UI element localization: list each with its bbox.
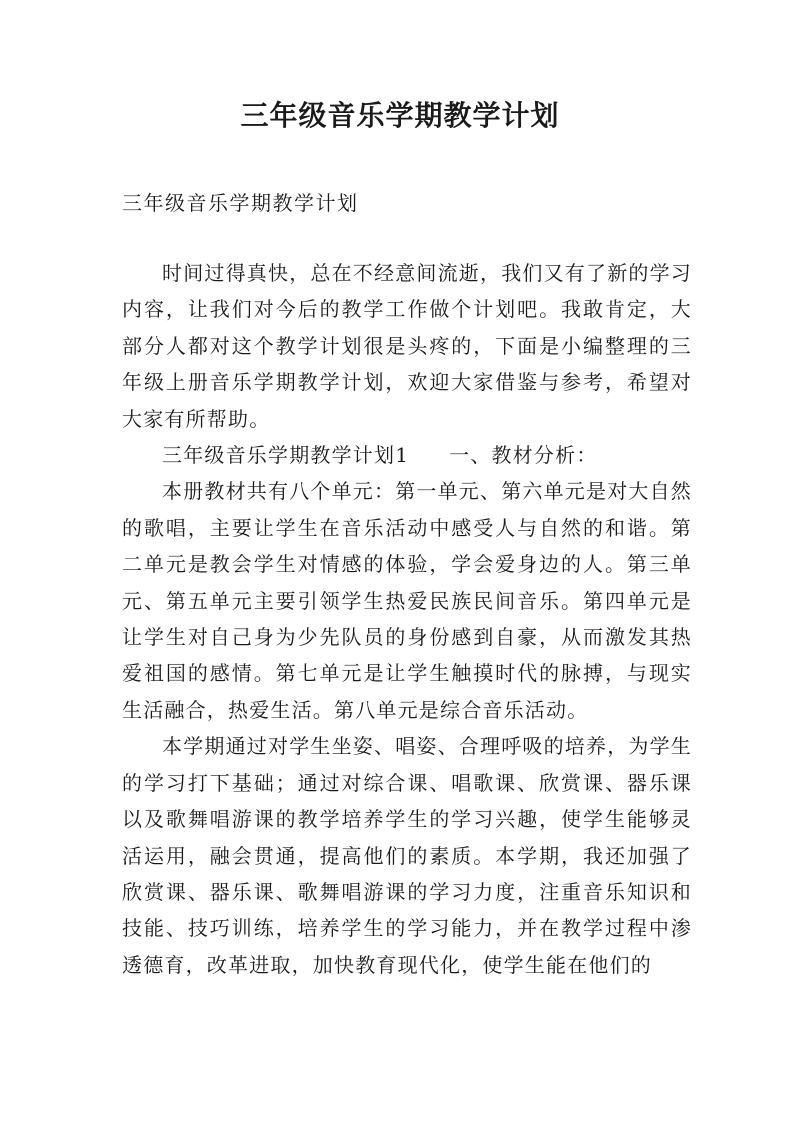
- intro-paragraph: 时间过得真快，总在不经意间流逝，我们又有了新的学习内容，让我们对今后的教学工作做个计划吧。我敢肯定，大部分人都对这个教学计划很是头疼的，下面是小编整理的三年级上册音乐学期教学计划，欢迎大家借鉴与参考，希望对大家有所帮助。: [122, 261, 692, 431]
- analysis-paragraph: 本册教材共有八个单元：第一单元、第六单元是对大自然的歌唱，主要让学生在音乐活动中感受人与自然的和谐。第二单元是教会学生对情感的体验，学会爱身边的人。第三单元、第五单元主要引领学生热爱民族民间音乐。第四单元是让学生对自己身为少先队员的身份感到自豪，从而激发其热爱祖国的感情。第七单元是让学生触摸时代的脉搏，与现实生活融合，热爱生活。第八单元是综合音乐活动。: [122, 479, 692, 722]
- document-body: [122, 255, 692, 983]
- plan-heading-line: [122, 437, 692, 473]
- document-subtitle: 三年级音乐学期教学计划: [122, 191, 359, 215]
- plan-heading: 三年级音乐学期教学计划1: [162, 443, 410, 468]
- goals-paragraph: 本学期通过对学生坐姿、唱姿、合理呼吸的培养，为学生的学习打下基础；通过对综合课、唱歌课、欣赏课、器乐课以及歌舞唱游课的教学培养学生的学习兴趣，使学生能够灵活运用，融会贯通，提高他们的素质。本学期，我还加强了欣赏课、器乐课、歌舞唱游课的学习力度，注重音乐知识和技能、技巧训练，培养学生的学习能力，并在教学过程中渗透德育，改革进取，加快教育现代化，使学生能在他们的: [122, 734, 692, 977]
- document-title: 三年级音乐学期教学计划: [240, 99, 560, 132]
- section-heading: 一、教材分析：: [449, 443, 598, 468]
